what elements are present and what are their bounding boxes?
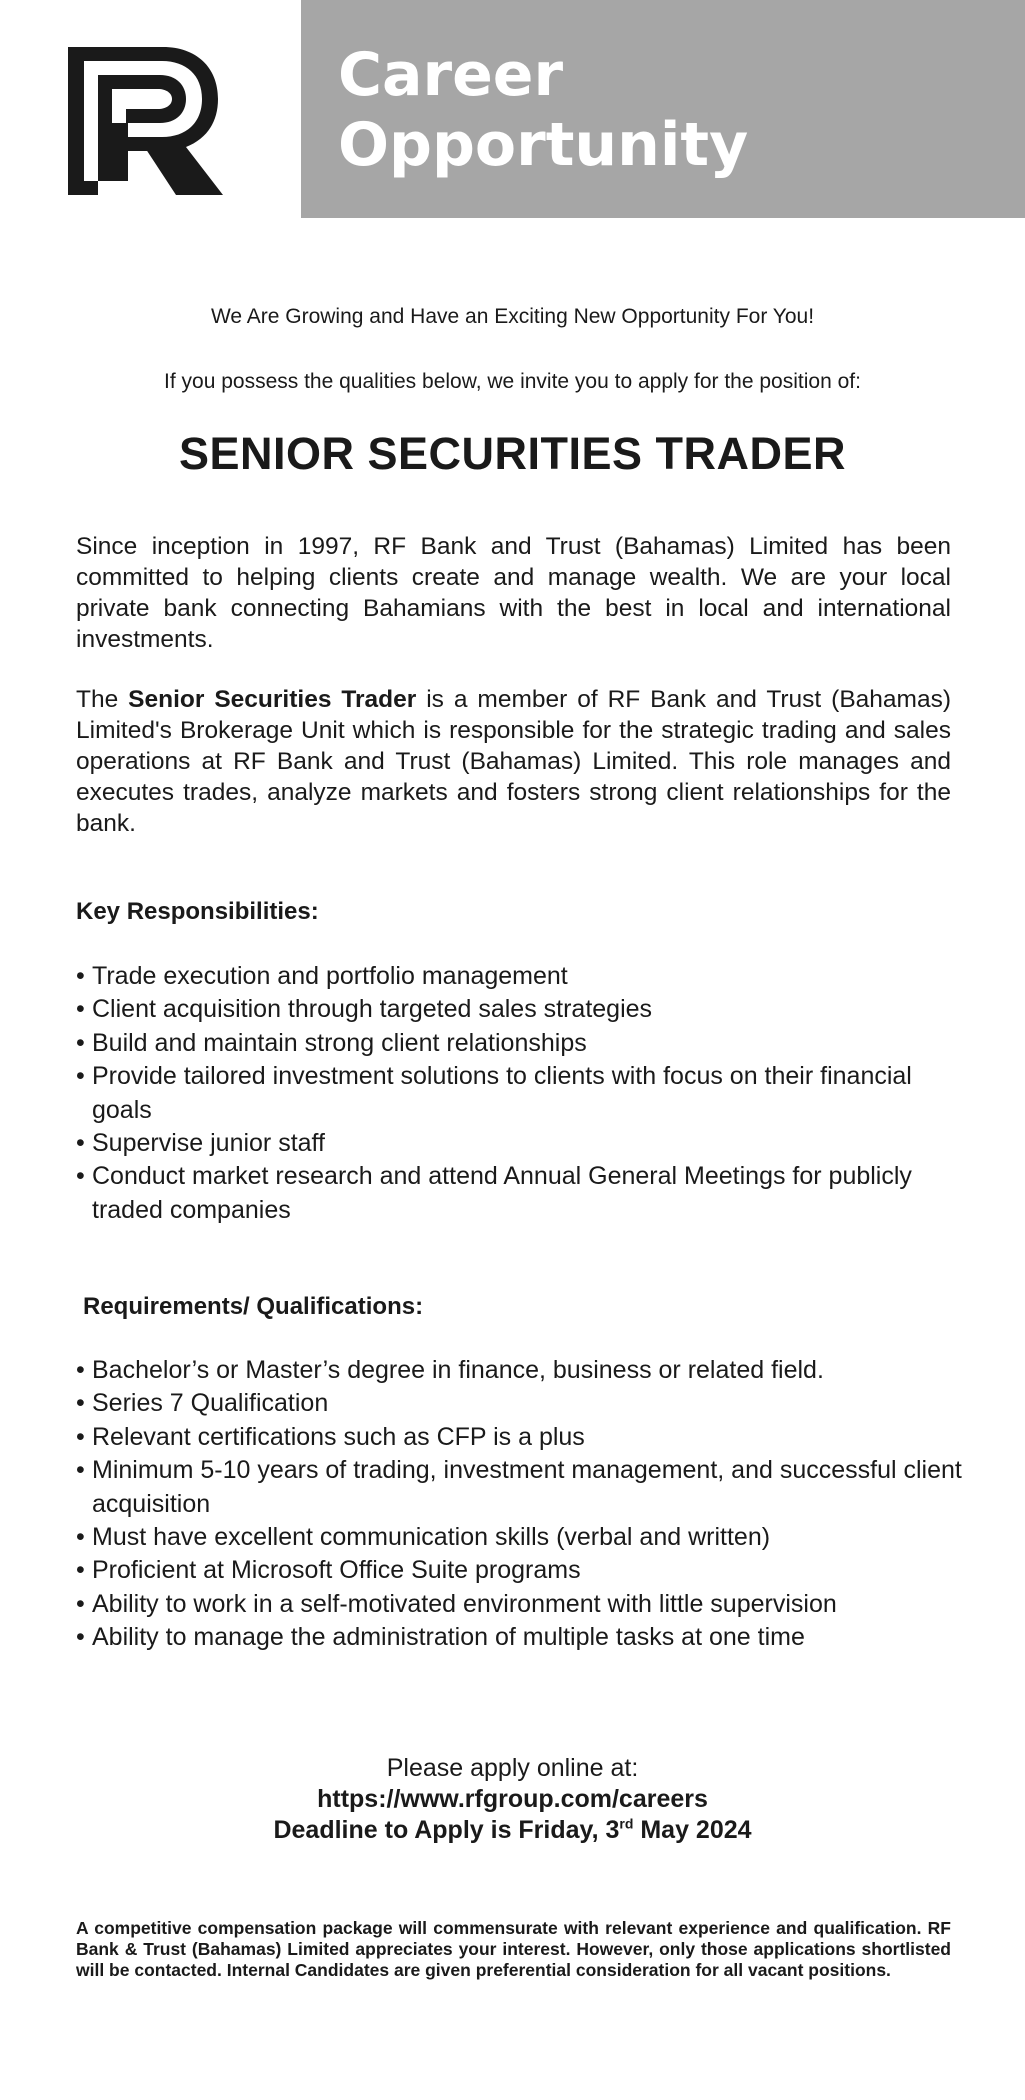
deadline-ordinal: rd	[619, 1815, 634, 1832]
key-responsibilities-list	[76, 960, 966, 1227]
requirements-heading: Requirements/ Qualifications:	[83, 1293, 424, 1320]
requirements-list	[76, 1354, 966, 1655]
rf-logo	[68, 47, 223, 195]
apply-label: Please apply online at:	[386, 1754, 639, 1782]
position-title: SENIOR SECURITIES TRADER	[178, 428, 847, 479]
intro-invitation: If you possess the qualities below, we invite you to apply for the position of:	[164, 370, 861, 393]
list-item: • Provide tailored investment solutions to clients with focus on their financial goals	[76, 1060, 966, 1127]
list-item: • Proficient at Microsoft Office Suite programs	[76, 1554, 966, 1587]
application-deadline	[0, 1815, 1025, 1846]
apply-section	[0, 1753, 1025, 1846]
footer-note: A competitive compensation package will commensurate with relevant experience and qualification. RF Bank & Trust (Bahamas) Limited appreciates your interest. However, only those applications shortlisted will be contacted. Internal Candidates are given preferential consideration for all vacant positions.	[76, 1918, 951, 1980]
list-item: • Client acquisition through targeted sales strategies	[76, 993, 966, 1026]
list-item: • Supervise junior staff	[76, 1127, 966, 1160]
role-description	[76, 684, 951, 839]
role-description-prefix: The	[76, 686, 129, 713]
list-item: • Minimum 5-10 years of trading, investment management, and successful client acquisition	[76, 1454, 966, 1521]
header	[0, 0, 1025, 218]
list-item: • Must have excellent communication skills (verbal and written)	[76, 1521, 966, 1554]
list-item: • Series 7 Qualification	[76, 1387, 966, 1420]
role-description-body: is a member of RF Bank and Trust (Bahamas) Limited's Brokerage Unit which is responsible for the strategic trading and sales operations at RF Bank and Trust (Bahamas) Limited. This role manages and executes trades, analyze markets and fosters strong client relationships for the bank.	[76, 686, 951, 837]
banner-title	[338, 40, 978, 180]
banner-title-line1: Career	[338, 40, 564, 110]
deadline-prefix: Deadline to Apply is Friday, 3	[273, 1816, 620, 1844]
company-description: Since inception in 1997, RF Bank and Trust (Bahamas) Limited has been committed to helping clients create and manage wealth. We are your local private bank connecting Bahamians with the best in local and international investments.	[76, 533, 951, 653]
list-item: • Ability to manage the administration of multiple tasks at one time	[76, 1621, 966, 1654]
key-responsibilities-heading: Key Responsibilities:	[76, 898, 319, 925]
role-name: Senior Securities Trader	[128, 686, 417, 713]
list-item: • Trade execution and portfolio management	[76, 960, 966, 993]
banner-title-line2: Opportunity	[338, 110, 749, 180]
list-item: • Relevant certifications such as CFP is a plus	[76, 1421, 966, 1454]
deadline-suffix: May 2024	[633, 1816, 752, 1844]
list-item: • Conduct market research and attend Annual General Meetings for publicly traded companies	[76, 1160, 966, 1227]
list-item: • Build and maintain strong client relationships	[76, 1027, 966, 1060]
intro-headline: We Are Growing and Have an Exciting New Opportunity For You!	[210, 305, 815, 328]
careers-link[interactable]: https://www.rfgroup.com/careers	[317, 1785, 708, 1813]
list-item: • Bachelor’s or Master’s degree in finance, business or related field.	[76, 1354, 966, 1387]
list-item: • Ability to work in a self-motivated environment with little supervision	[76, 1588, 966, 1621]
